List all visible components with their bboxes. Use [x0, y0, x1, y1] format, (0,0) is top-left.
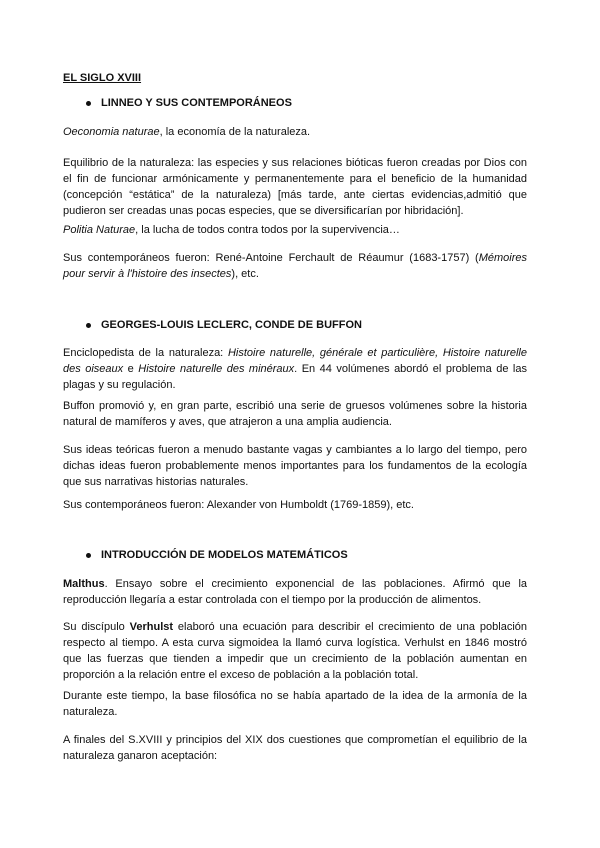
italic-term: Politia Naturae [63, 224, 136, 236]
section-heading-buffon [86, 319, 362, 331]
italic-term: Mémoires pour servir à l'histoire des insectes [63, 252, 527, 280]
section-heading-text: GEORGES-LOUIS LECLERC, CONDE DE BUFFON [101, 319, 362, 331]
bullet-icon [86, 323, 91, 328]
paragraph: Durante este tiempo, la base filosófica no se había apartado de la idea de la armonía de la naturaleza. [63, 690, 527, 718]
paragraph-text: ), etc. [231, 268, 259, 280]
paragraph [63, 576, 527, 608]
italic-term: Oeconomia naturae [63, 126, 160, 138]
bold-term: Malthus [63, 578, 105, 590]
paragraph: A finales del S.XVIII y principios del XIX dos cuestiones que comprometían el equilibrio de la naturaleza ganaron aceptación: [63, 734, 527, 762]
paragraph [63, 250, 527, 282]
paragraph-text: e [123, 363, 139, 375]
paragraph-text: , la lucha de todos contra todos por la supervivencia… [135, 224, 400, 236]
paragraph: Sus ideas teóricas fueron a menudo bastante vagas y cambiantes a lo largo del tiempo, pero dichas ideas fueron probablemente menos importantes para los fundamentos de la ecología que sus narrativas historias naturales. [63, 444, 527, 488]
paragraph: Equilibrio de la naturaleza: las especies y sus relaciones bióticas fueron creadas por Dios con el fin de funcionar armónicamente y permanentemente para el beneficio de la humanidad (concepción “estática” de la naturaleza) [más tarde, ante ciertas evidencias,admitió que pudieron ser creadas unas pocas especies, que se diversificarían por hibridación]. [63, 157, 527, 217]
paragraph [63, 619, 527, 683]
italic-term: Histoire naturelle, générale et particulière, Histoire naturelle des oiseaux [63, 347, 527, 375]
page-title: EL SIGLO XVIII [63, 72, 142, 84]
paragraph-text: Sus contemporáneos fueron: René-Antoine Ferchault de Réaumur (1683-1757) ( [63, 252, 479, 264]
bold-term: Verhulst [129, 621, 174, 633]
bullet-icon [86, 101, 91, 106]
bullet-icon [86, 553, 91, 558]
section-heading-text: LINNEO Y SUS CONTEMPORÁNEOS [101, 97, 292, 109]
paragraph: Buffon promovió y, en gran parte, escribió una serie de gruesos volúmenes sobre la historia natural de mamíferos y aves, que atrajeron a una amplia audiencia. [63, 400, 527, 428]
paragraph [63, 124, 527, 140]
paragraph-text: , la economía de la naturaleza. [159, 126, 311, 138]
paragraph-text: . Ensayo sobre el crecimiento exponencial de las poblaciones. Afirmó que la reproducción llegaría a estar controlada con el tiempo por la producción de alimentos. [63, 578, 527, 606]
paragraph-text: . En 44 volúmenes abordó el problema de las plagas y su regulación. [63, 363, 527, 391]
paragraph-text: elaboró una ecuación para describir el crecimiento de una población respecto al tiempo. A esta curva sigmoidea la llamó curva logística. Verhulst en 1846 mostró que las fuerzas que tienden a impedir que un crecimiento de la población aumentan en proporción a la relación entre el exceso de población a la población total. [63, 621, 527, 681]
italic-term: Histoire naturelle des minéraux [138, 363, 295, 375]
section-heading-modelos [86, 549, 348, 561]
paragraph [63, 345, 527, 393]
paragraph [63, 222, 527, 238]
section-heading-linneo [86, 97, 292, 109]
section-heading-text: INTRODUCCIÓN DE MODELOS MATEMÁTICOS [101, 549, 348, 561]
paragraph-text: Su discípulo [63, 621, 130, 633]
paragraph: Sus contemporáneos fueron: Alexander von Humboldt (1769-1859), etc. [63, 499, 414, 511]
paragraph-text: Enciclopedista de la naturaleza: [63, 347, 228, 359]
